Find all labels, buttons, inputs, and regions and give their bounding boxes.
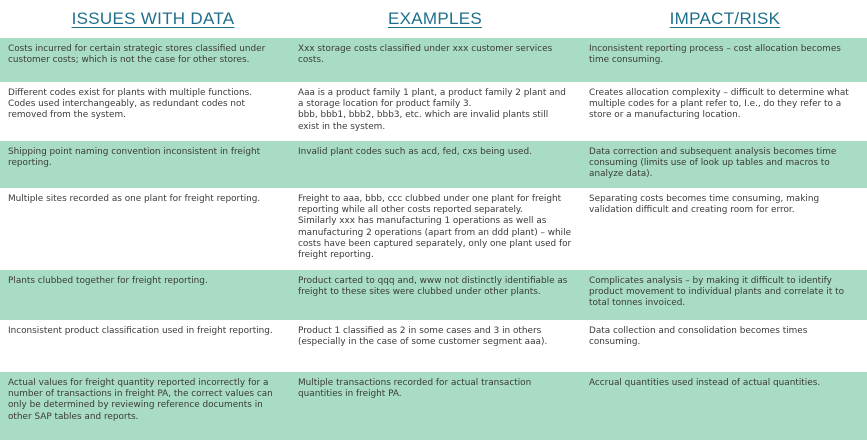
- impact-cell: Separating costs becomes time consuming, making validation difficult and creating room for error.: [589, 194, 820, 216]
- example-cell: Product carted to qqq and, www not distinctly identifiable as freight to these sites were clubbed under other plants.: [298, 276, 568, 298]
- example-cell: [298, 194, 572, 261]
- issue-cell: Actual values for freight quantity reported incorrectly for a number of transactions in freight PA, the correct values can only be determined by reviewing reference documents in other SAP tables and reports.: [8, 378, 273, 422]
- example-paragraph: bbb, bbb1, bbb2, bbb3, etc. which are invalid plants still exist in the system.: [298, 110, 549, 132]
- impact-cell: Accrual quantities used instead of actual quantities.: [589, 378, 821, 388]
- impact-cell: Data correction and subsequent analysis becomes time consuming (limits use of look up tables and macros to analyze data).: [589, 147, 837, 180]
- table-row: [0, 372, 867, 440]
- impact-cell: Complicates analysis – by making it difficult to identify product movement to individual plants and correlate it to total tonnes invoiced.: [589, 276, 845, 309]
- table-header: [0, 0, 867, 38]
- header-examples: EXAMPLES: [387, 9, 483, 28]
- issue-cell: Inconsistent product classification used in freight reporting.: [8, 326, 273, 336]
- table-row: [0, 82, 867, 141]
- issue-cell: Plants clubbed together for freight reporting.: [8, 276, 208, 286]
- table-row: [0, 38, 867, 82]
- header-issues: ISSUES WITH DATA: [71, 9, 235, 28]
- example-cell: Invalid plant codes such as acd, fed, cxs being used.: [298, 147, 532, 157]
- issue-cell: Costs incurred for certain strategic stores classified under customer costs; which is not the case for other stores.: [8, 44, 266, 66]
- table-row: [0, 141, 867, 188]
- example-paragraph: Aaa is a product family 1 plant, a product family 2 plant and a storage location for product family 3.: [298, 88, 566, 110]
- example-cell: Multiple transactions recorded for actual transaction quantities in freight PA.: [298, 378, 532, 400]
- issue-cell: Shipping point naming convention inconsistent in freight reporting.: [8, 147, 261, 169]
- table-row: [0, 270, 867, 320]
- issue-cell: Different codes exist for plants with multiple functions. Codes used interchangeably, as redundant codes not removed from the system.: [8, 88, 253, 121]
- impact-cell: Data collection and consolidation becomes times consuming.: [589, 326, 808, 348]
- example-cell: Xxx storage costs classified under xxx customer services costs.: [298, 44, 553, 66]
- example-paragraph: Freight to aaa, bbb, ccc clubbed under one plant for freight reporting while all other costs reported separately.: [298, 194, 562, 216]
- impact-cell: Inconsistent reporting process – cost allocation becomes time consuming.: [589, 44, 841, 66]
- header-impact: IMPACT/RISK: [669, 9, 781, 28]
- issue-cell: Multiple sites recorded as one plant for freight reporting.: [8, 194, 261, 204]
- table-row: [0, 188, 867, 270]
- example-cell: [298, 88, 572, 133]
- table-row: [0, 320, 867, 372]
- impact-cell: Creates allocation complexity – difficult to determine what multiple codes for a plant refer to, I.e., do they refer to a store or a manufacturing location.: [589, 88, 849, 121]
- example-cell: Product 1 classified as 2 in some cases and 3 in others (especially in the case of some customer segment aaa).: [298, 326, 548, 348]
- example-paragraph: Similarly xxx has manufacturing 1 operations as well as manufacturing 2 operations (apart from an ddd plant) – while costs have been captured separately, only one plant used for freight reporting.: [298, 216, 572, 261]
